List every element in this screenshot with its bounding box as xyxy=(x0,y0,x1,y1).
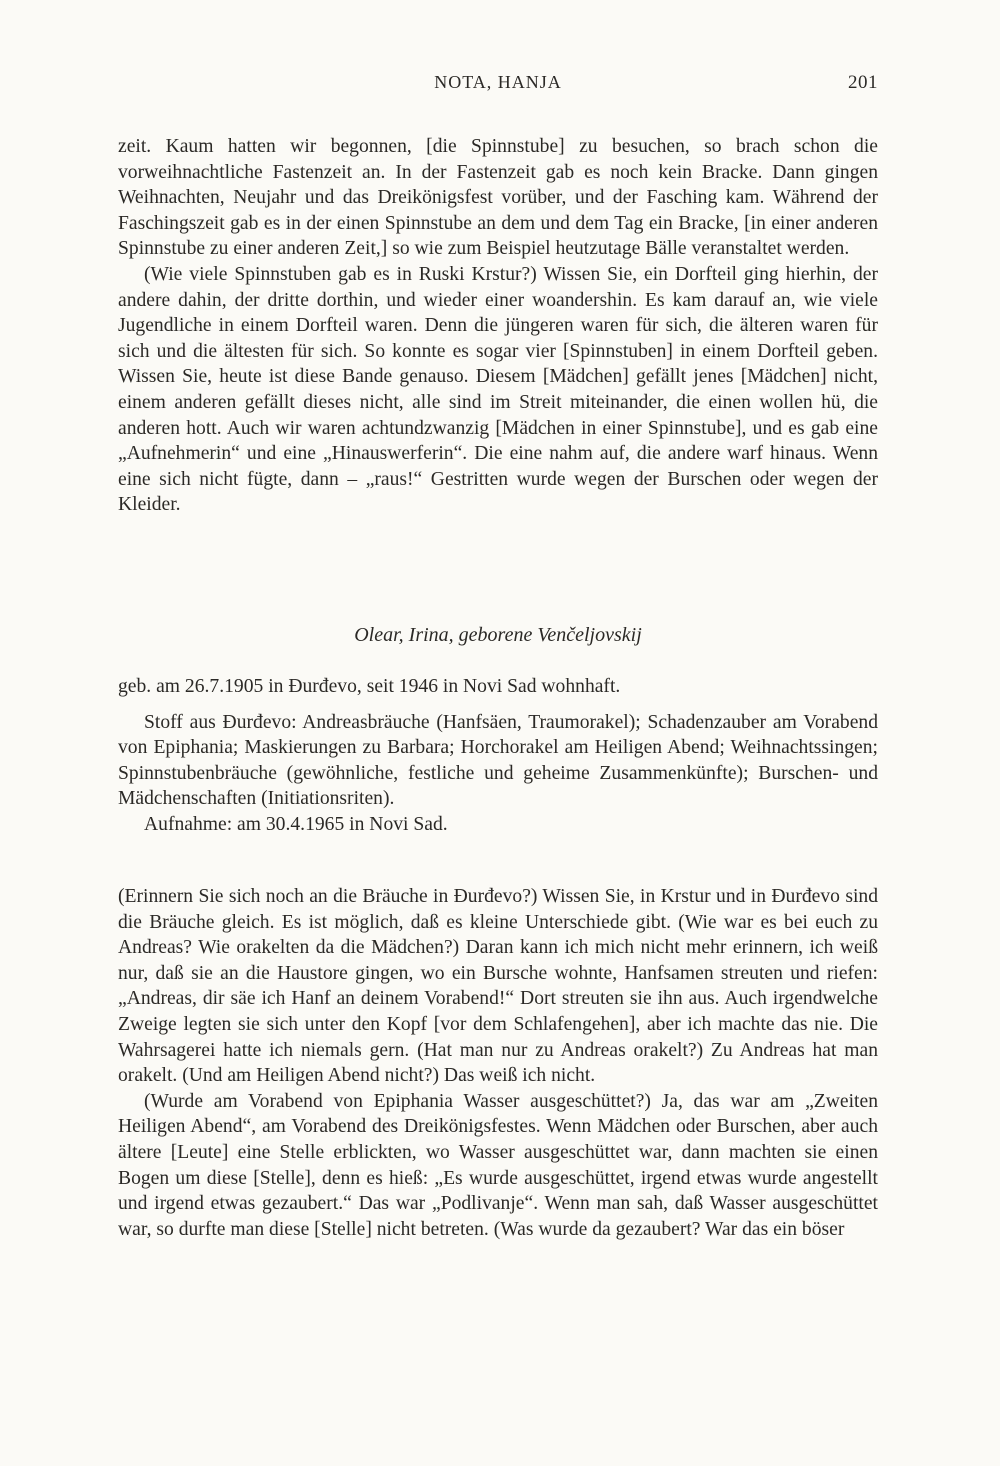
body-text-top xyxy=(118,134,878,518)
paragraph: zeit. Kaum hatten wir begonnen, [die Spinnstube] zu besuchen, so brach schon die vorweihnachtliche Fastenzeit an. In der Fastenzeit gab es noch kein Bracke. Dann gingen Weihnachten, Neujahr und das Dreikönigsfest vorüber, und der Fasching kam. Während der Faschingszeit gab es in der einen Spinnstube an dem und dem Tag ein Bracke, [in einer anderen Spinnstube zu einer anderen Zeit,] so wie zum Beispiel heutzutage Bälle veranstaltet werden. xyxy=(118,136,878,260)
birth-line: geb. am 26.7.1905 in Đurđevo, seit 1946 in Novi Sad wohnhaft. xyxy=(118,676,621,697)
body-text-bottom xyxy=(118,884,878,1242)
section-heading: Olear, Irina, geborene Venčeljovskij xyxy=(354,624,642,646)
paragraph: (Erinnern Sie sich noch an die Bräuche in Đurđevo?) Wissen Sie, in Krstur und in Đurđevo sind die Bräuche gleich. Es ist möglich, daß es kleine Unterschiede gibt. (Wie war es bei euch zu Andreas? Wie orakelten da die Mädchen?) Daran kann ich mich nicht mehr erinnern, ich weiß nur, daß sie an die Haustore gingen, wo ein Bursche wohnte, Hanfsamen streuten und riefen: „Andreas, dir säe ich Hanf an deinem Vorabend!“ Dort streuten sie ihn aus. Auch irgendwelche Zweige legten sie sich unter den Kopf [vor dem Schlafengehen], aber ich machte das nie. Die Wahrsagerei hatte ich niemals gern. (Hat man nur zu Andreas orakelt?) Zu Andreas hat man orakelt. (Und am Heiligen Abend nicht?) Das weiß ich nicht. xyxy=(118,886,878,1087)
recording-note: Aufnahme: am 30.4.1965 in Novi Sad. xyxy=(144,813,448,835)
paragraph: (Wurde am Vorabend von Epiphania Wasser ausgeschüttet?) Ja, das war am „Zweiten Heiligen Abend“, am Vorabend des Dreikönigsfestes. Wenn Mädchen oder Burschen, aber auch ältere [Leute] eine Stelle erblickten, wo Wasser ausgeschüttet war, dann machten sie einen Bogen um diese [Stelle], denn es hieß: „Es wurde ausgeschüttet, irgend etwas wurde angestellt und irgend etwas gezaubert.“ Das war „Podlivanje“. Wenn man sah, daß Wasser ausgeschüttet war, so durfte man diese [Stelle] nicht betreten. (Was wurde da gezaubert? War das ein böser xyxy=(118,1090,878,1240)
informant-info xyxy=(118,674,878,838)
running-head xyxy=(118,72,878,96)
page-number: 201 xyxy=(848,72,878,93)
running-title: NOTA, HANJA xyxy=(434,72,562,92)
paragraph: (Wie viele Spinnstuben gab es in Ruski Krstur?) Wissen Sie, ein Dorfteil ging hierhin, der andere dahin, der dritte dorthin, und wieder einer woandershin. Es kam darauf an, wie viele Jugendliche in einem Dorfteil waren. Denn die jüngeren waren für sich, die älteren waren für sich und die ältesten für sich. So konnte es sogar vier [Spinnstuben] in einem Dorfteil geben. Wissen Sie, heute ist diese Bande genauso. Diesem [Mädchen] gefällt jenes [Mädchen] nicht, einem anderen gefällt dieses nicht, alle sind im Streit miteinander, die einen wollen hü, die anderen hott. Auch wir waren achtundzwanzig [Mädchen in einer Spinnstube], und es gab eine „Aufnehmerin“ und eine „Hinauswerferin“. Die eine nahm auf, die andere warf hinaus. Wenn eine sich nicht fügte, dann – „raus!“ Gestritten wurde wegen der Burschen oder wegen der Kleider. xyxy=(118,263,878,516)
material-note: Stoff aus Đurđevo: Andreasbräuche (Hanfsäen, Traumorakel); Schadenzauber am Vorabend von Epiphania; Maskierungen zu Barbara; Horchorakel am Heiligen Abend; Weihnachtssingen; Spinnstubenbräuche (gewöhnliche, festliche und geheime Zusammenkünfte); Burschen- und Mädchenschaften (Initiationsriten). xyxy=(118,711,878,810)
